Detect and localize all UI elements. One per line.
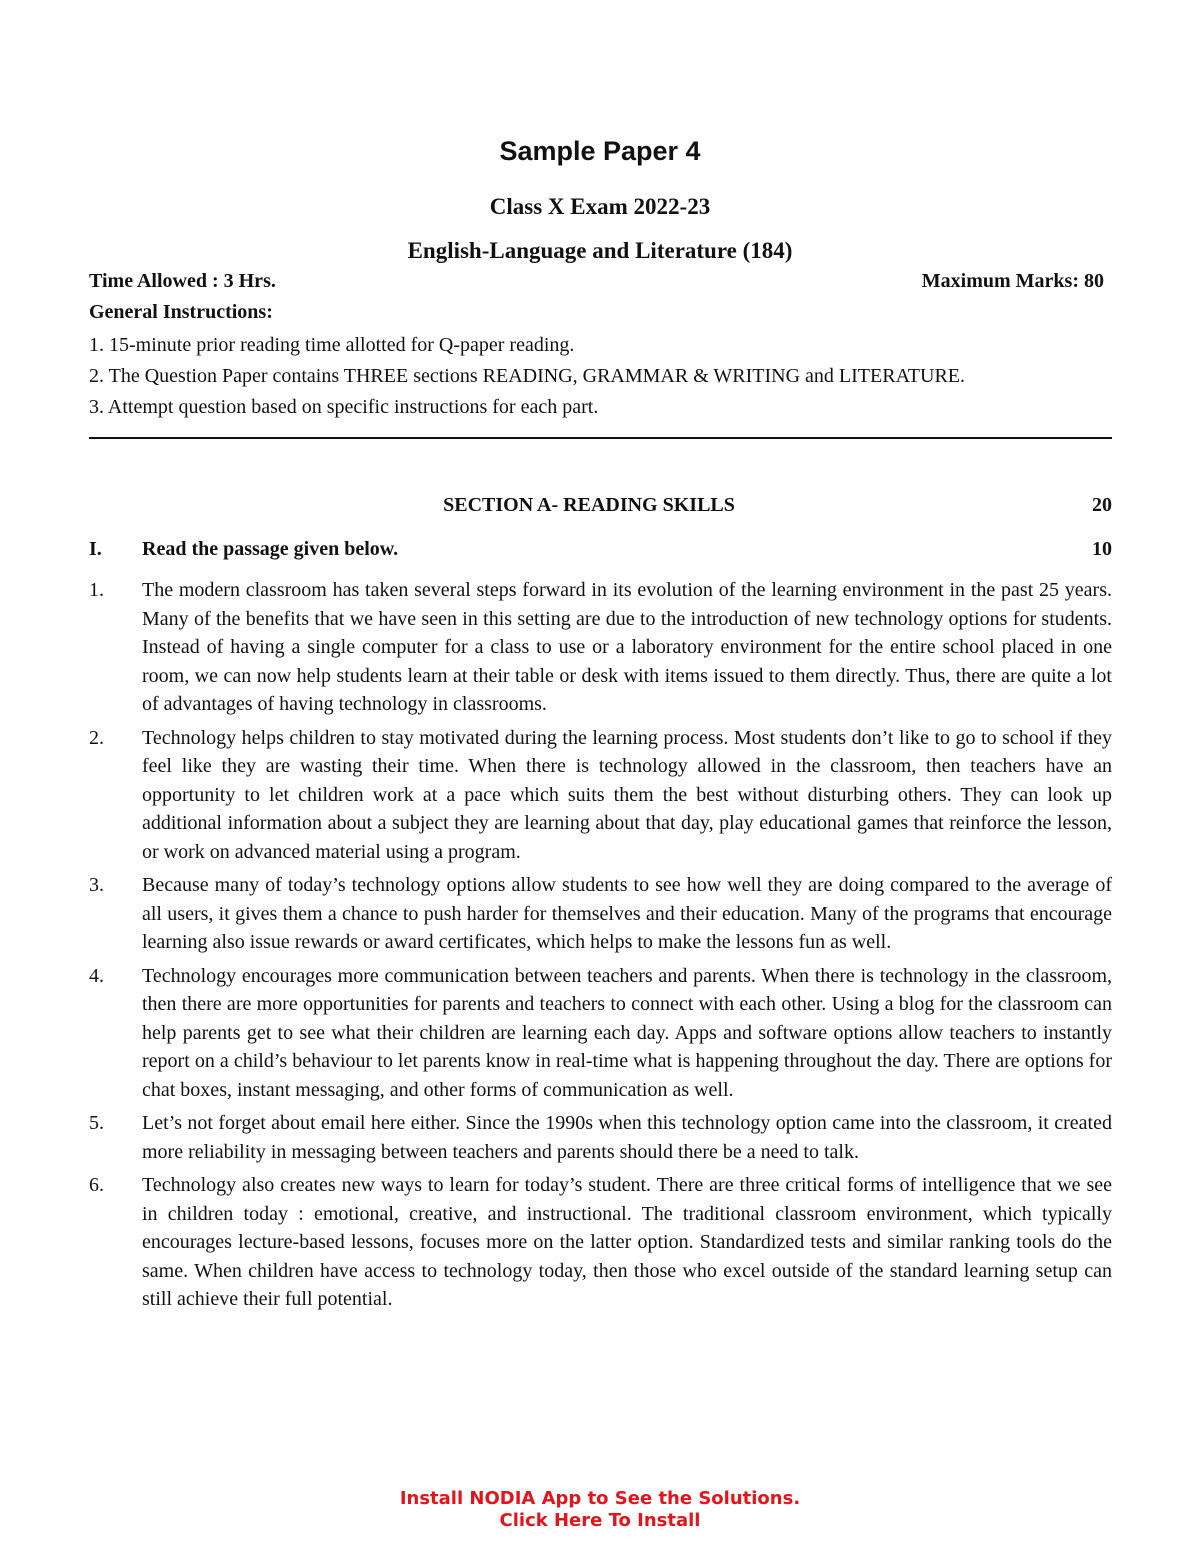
instruction-item: 3. Attempt question based on specific instructions for each part. — [89, 396, 599, 418]
install-app-footer — [0, 1488, 1200, 1532]
paragraph-text: The modern classroom has taken several steps forward in its evolution of the learning environment in the past 25 years. Many of the benefits that we have seen in this setting are due to the introduction of new technology options for students. Instead of having a single computer for a class to use or a laboratory environment for the entire school placed in one room, we can now help students learn at their table or desk with items issued to them directly. Thus, there are quite a lot of advantages of having technology in classrooms. — [142, 579, 1112, 715]
question-number: I. — [89, 538, 102, 560]
paragraph-number: 4. — [89, 964, 104, 987]
paragraph-number: 3. — [89, 874, 104, 896]
section-title: SECTION A- READING SKILLS — [443, 494, 735, 516]
instructions-heading: General Instructions: — [89, 301, 273, 323]
paragraph-text: Technology encourages more communication between teachers and parents. When there is technology in the classroom, then there are more opportunities for parents and teachers to connect with each other. Using a blog for the classroom can help parents get to see what their children are learning each day. Apps and software options allow teachers to instantly report on a child’s behaviour to let parents know in real-time what is happening throughout the day. There are options for chat boxes, instant messaging, and other forms of communication as well. — [142, 964, 1112, 1101]
paragraph-text: Technology helps children to stay motivated during the learning process. Most students don’t like to go to school if they feel like they are wasting their time. When there is technology allowed in the classroom, then teachers have an opportunity to let children work at a pace which suits them the best without disturbing others. They can look up additional information about a subject they are learning about that day, play educational games that reinforce the lesson, or work on advanced material using a program. — [142, 726, 1112, 863]
time-allowed: Time Allowed : 3 Hrs. — [89, 270, 276, 292]
instructions-list — [89, 330, 1119, 423]
paragraph-text: Let’s not forget about email here either. Since the 1990s when this technology option came into the classroom, it created more reliability in messaging between teachers and parents should there be a need to talk. — [142, 1112, 1112, 1163]
instruction-item: 1. 15-minute prior reading time allotted for Q-paper reading. — [89, 334, 575, 356]
section-heading — [89, 494, 1112, 522]
instruction-item: 2. The Question Paper contains THREE sections READING, GRAMMAR & WRITING and LITERATURE. — [89, 365, 966, 387]
maximum-marks: Maximum Marks: 80 — [921, 270, 1104, 292]
paragraph-number: 2. — [89, 726, 104, 749]
passage-paragraph — [89, 1171, 1112, 1314]
class-line: Class X Exam 2022-23 — [489, 194, 711, 219]
paragraph-text: Because many of today’s technology options allow students to see how well they are doing compared to the average of all users, it gives them a chance to push harder for themselves and their education. Many of the programs that encourage learning also issue rewards or award certificates, which helps to make the lessons fun as well. — [142, 874, 1112, 953]
passage-paragraph — [89, 576, 1112, 719]
install-app-link[interactable]: Install NODIA App to See the Solutions. — [399, 1488, 801, 1509]
paragraph-number: 6. — [89, 1174, 104, 1196]
passage-paragraph — [89, 962, 1112, 1105]
paragraph-text: Technology also creates new ways to learn for today’s student. There are three critical forms of intelligence that we see in children today : emotional, creative, and instructional. The traditional classroom environment, which typically encourages lecture-based lessons, focuses more on the latter option. Standardized tests and similar ranking tools do the same. When children have access to technology today, then those who excel outside of the standard learning setup can still achieve their full potential. — [142, 1174, 1112, 1310]
passage-paragraph — [89, 871, 1112, 957]
divider-rule — [89, 437, 1112, 439]
question-text: Read the passage given below. — [142, 538, 399, 560]
section-marks: 20 — [1092, 494, 1112, 516]
passage — [89, 576, 1112, 1319]
paragraph-number: 1. — [89, 579, 104, 601]
subject-line: English-Language and Literature (184) — [407, 238, 793, 263]
click-here-install-link[interactable]: Click Here To Install — [499, 1510, 701, 1531]
paragraph-number: 5. — [89, 1112, 104, 1134]
exam-meta-row — [89, 270, 1104, 293]
page-title: Sample Paper 4 — [499, 136, 701, 166]
passage-paragraph — [89, 1109, 1112, 1166]
question-heading — [89, 538, 1112, 566]
question-marks: 10 — [1092, 538, 1112, 560]
passage-paragraph — [89, 724, 1112, 867]
